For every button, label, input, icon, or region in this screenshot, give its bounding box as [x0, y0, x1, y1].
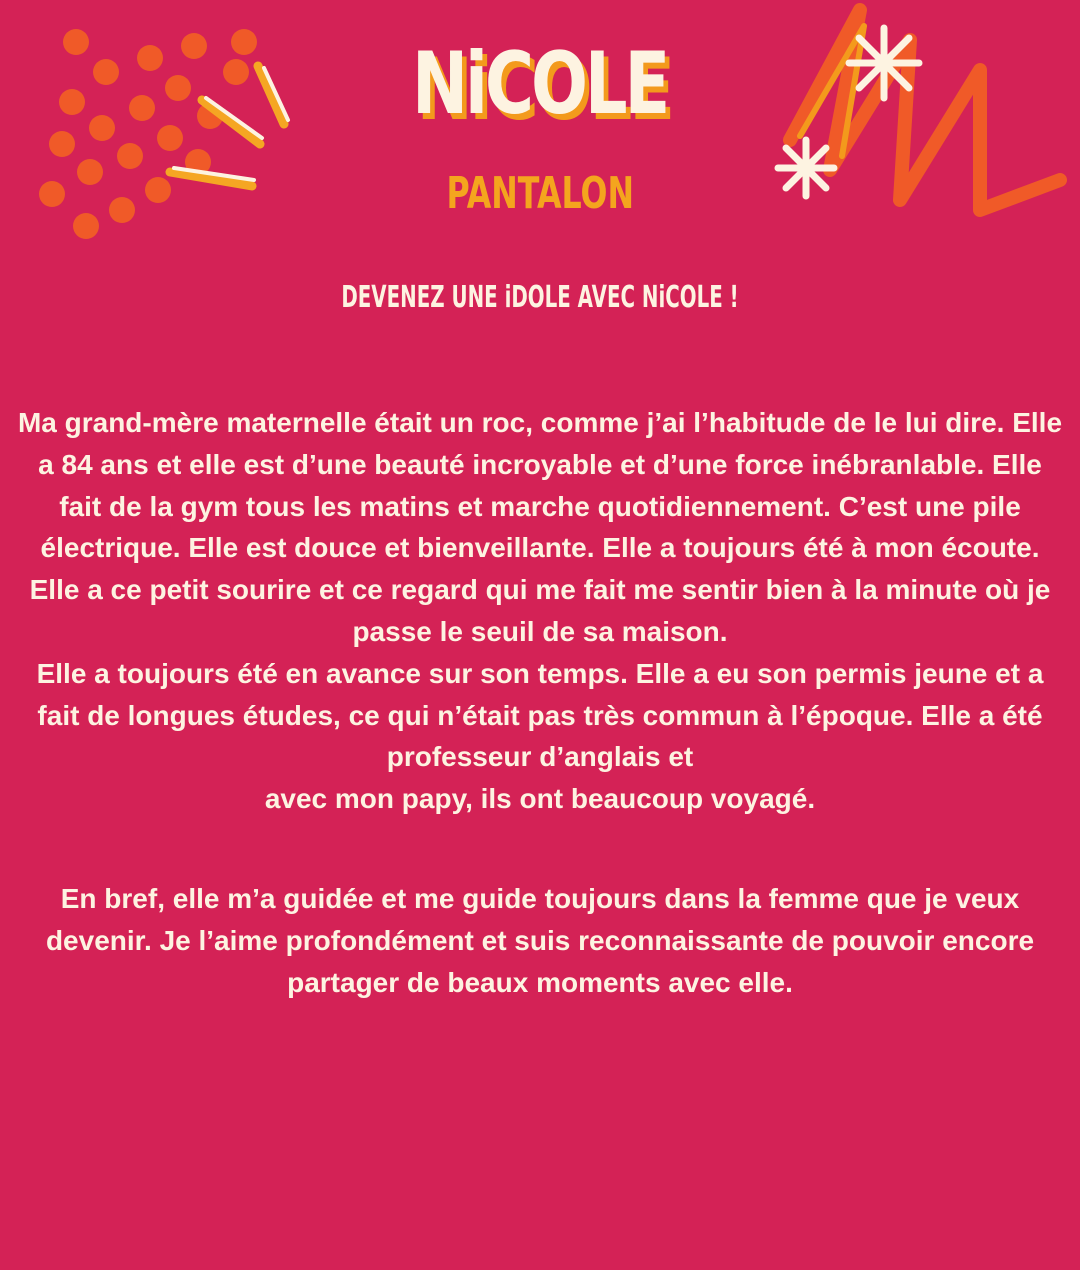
brand-title: NiCOLE — [412, 34, 668, 134]
tagline-text: DEVENEZ UNE iDOLE AVEC NiCOLE ! — [341, 280, 739, 315]
story-paragraph-2: Elle a toujours été en avance sur son temps. Elle a eu son permis jeune et a fait de longues études, ce qui n’était pas très commun à l’époque. Elle a été professeur d’anglais et — [36, 657, 1044, 773]
story-paragraph-1: Ma grand-mère maternelle était un roc, comme j’ai l’habitude de le lui dire. Elle a 84 ans et elle est d’une beauté incroyable et d’une force inébranlable. Elle fait de la gym tous les matins et marche quotidiennement. C’est une pile électrique. Elle est douce et bienveillante. Elle a toujours été à mon écoute. Elle a ce petit sourire et ce regard qui me fait me sentir bien à la minute où je passe le seuil de sa maison. — [17, 407, 1063, 647]
product-subtitle-text: PANTALON — [446, 168, 634, 219]
title-container — [0, 34, 1080, 134]
story-text — [14, 402, 1066, 1003]
product-subtitle — [0, 166, 1080, 222]
story-paragraph-3: avec mon papy, ils ont beaucoup voyagé. — [264, 783, 816, 815]
paragraph-spacer — [14, 820, 1066, 878]
tagline — [0, 278, 1080, 318]
story-paragraph-4: En bref, elle m’a guidée et me guide toujours dans la femme que je veux devenir. Je l’aime profondément et suis reconnaissante de pouvoir encore partager de beaux moments avec elle. — [45, 882, 1035, 998]
